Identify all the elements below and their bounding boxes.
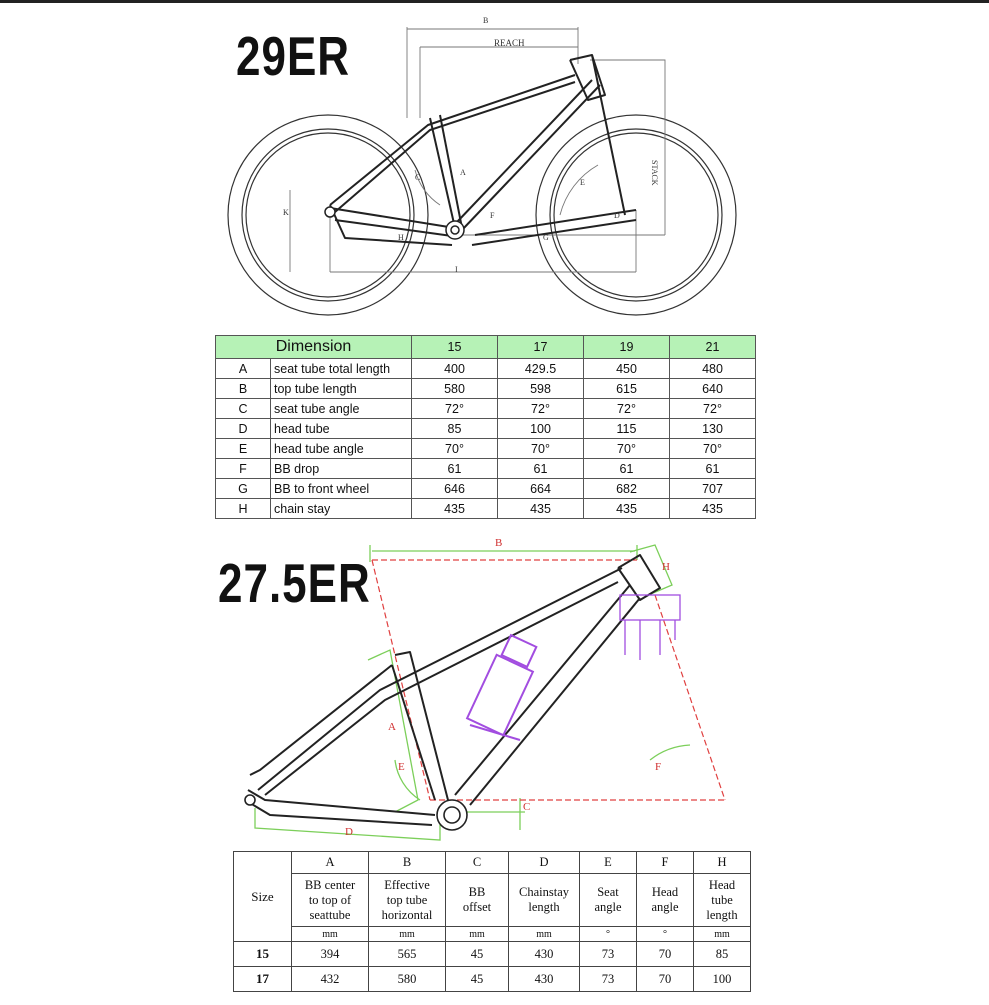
label-stack: STACK [650, 160, 659, 186]
table-row [234, 967, 751, 992]
row-code: B [216, 379, 271, 399]
column-letter-row [234, 852, 751, 874]
row-value: 85 [412, 419, 498, 439]
row-value: 598 [498, 379, 584, 399]
column-unit: mm [292, 927, 369, 942]
column-unit: ° [580, 927, 637, 942]
column-letter: H [694, 852, 751, 874]
geometry-table-29er [215, 335, 756, 519]
row-value: 70 [637, 967, 694, 992]
column-unit: mm [509, 927, 580, 942]
row-value: 45 [446, 942, 509, 967]
frame-29er-diagram [0, 0, 989, 335]
row-size: 15 [234, 942, 292, 967]
table-row [216, 439, 756, 459]
column-letter: A [292, 852, 369, 874]
row-value: 615 [584, 379, 670, 399]
geometry-table-275er [233, 851, 751, 992]
column-description: BB offset [446, 874, 509, 927]
size-header: 19 [584, 336, 670, 359]
label-a: A [460, 168, 466, 177]
row-value: 646 [412, 479, 498, 499]
row-name: BB drop [271, 459, 412, 479]
row-name: head tube [271, 419, 412, 439]
row-value: 45 [446, 967, 509, 992]
heading-275er: 27.5ER [218, 553, 371, 615]
row-value: 100 [498, 419, 584, 439]
table-row [216, 419, 756, 439]
row-value: 61 [584, 459, 670, 479]
label-i: I [455, 265, 458, 274]
row-code: H [216, 499, 271, 519]
row-value: 70° [584, 439, 670, 459]
row-value: 130 [670, 419, 756, 439]
table-row [234, 942, 751, 967]
down-tube [457, 80, 592, 222]
label-e: E [580, 178, 585, 187]
row-value: 70° [670, 439, 756, 459]
head-tube [618, 555, 660, 600]
column-description: Head angle [637, 874, 694, 927]
row-name: BB to front wheel [271, 479, 412, 499]
label-reach: REACH [494, 38, 525, 48]
table-row [216, 459, 756, 479]
column-description: Head tube length [694, 874, 751, 927]
row-value: 72° [584, 399, 670, 419]
label-a: A [388, 721, 396, 733]
row-name: seat tube angle [271, 399, 412, 419]
table-row [216, 479, 756, 499]
row-value: 640 [670, 379, 756, 399]
row-code: G [216, 479, 271, 499]
row-value: 450 [584, 359, 670, 379]
label-b: B [495, 537, 503, 549]
table-row [216, 379, 756, 399]
row-size: 17 [234, 967, 292, 992]
row-name: top tube length [271, 379, 412, 399]
row-value: 61 [412, 459, 498, 479]
column-letter: E [580, 852, 637, 874]
column-letter: D [509, 852, 580, 874]
row-value: 429.5 [498, 359, 584, 379]
row-value: 565 [369, 942, 446, 967]
label-c: C [415, 173, 421, 182]
row-code: F [216, 459, 271, 479]
row-value: 70 [637, 942, 694, 967]
dimension-header: Dimension [216, 336, 412, 359]
row-value: 430 [509, 942, 580, 967]
row-value: 435 [584, 499, 670, 519]
row-code: A [216, 359, 271, 379]
row-value: 70° [412, 439, 498, 459]
table-row [216, 499, 756, 519]
unit-row [234, 927, 751, 942]
column-letter: C [446, 852, 509, 874]
column-unit: mm [446, 927, 509, 942]
row-code: D [216, 419, 271, 439]
label-f: F [490, 211, 495, 220]
table-header-row [216, 336, 756, 359]
table-row [216, 399, 756, 419]
row-value: 115 [584, 419, 670, 439]
label-g: G [543, 233, 549, 242]
row-name: head tube angle [271, 439, 412, 459]
label-h: H [662, 561, 670, 573]
size-header: 15 [412, 336, 498, 359]
row-value: 664 [498, 479, 584, 499]
row-value: 70° [498, 439, 584, 459]
row-value: 707 [670, 479, 756, 499]
seat-tube [395, 652, 448, 800]
size-label: Size [234, 852, 292, 942]
label-b: B [483, 16, 489, 25]
row-name: seat tube total length [271, 359, 412, 379]
row-code: C [216, 399, 271, 419]
row-value: 435 [412, 499, 498, 519]
row-value: 480 [670, 359, 756, 379]
chain-stay [248, 790, 435, 815]
column-unit: ° [637, 927, 694, 942]
down-tube [455, 585, 630, 795]
row-value: 61 [670, 459, 756, 479]
bottom-bracket [437, 800, 467, 830]
water-bottle [467, 655, 533, 735]
row-value: 430 [509, 967, 580, 992]
column-unit: mm [369, 927, 446, 942]
row-value: 435 [670, 499, 756, 519]
column-description: Seat angle [580, 874, 637, 927]
row-value: 100 [694, 967, 751, 992]
row-value: 73 [580, 967, 637, 992]
label-f: F [655, 761, 662, 773]
row-value: 72° [412, 399, 498, 419]
label-e: E [398, 761, 405, 773]
label-d: D [345, 826, 353, 838]
row-value: 432 [292, 967, 369, 992]
label-d: D [614, 211, 620, 220]
row-name: chain stay [271, 499, 412, 519]
row-value: 85 [694, 942, 751, 967]
row-value: 400 [412, 359, 498, 379]
row-value: 72° [670, 399, 756, 419]
column-description-row [234, 874, 751, 927]
table-row [216, 359, 756, 379]
size-header: 17 [498, 336, 584, 359]
chain-stay [330, 208, 455, 228]
row-value: 72° [498, 399, 584, 419]
fork-crown [620, 595, 680, 620]
row-value: 435 [498, 499, 584, 519]
column-description: Chainstay length [509, 874, 580, 927]
label-h: H [398, 233, 404, 242]
heading-29er: 29ER [236, 26, 351, 88]
label-k: K [283, 208, 289, 217]
row-value: 73 [580, 942, 637, 967]
row-value: 580 [412, 379, 498, 399]
row-value: 580 [369, 967, 446, 992]
row-value: 682 [584, 479, 670, 499]
row-value: 61 [498, 459, 584, 479]
column-description: Effective top tube horizontal [369, 874, 446, 927]
row-code: E [216, 439, 271, 459]
column-letter: B [369, 852, 446, 874]
label-c: C [523, 801, 531, 813]
column-letter: F [637, 852, 694, 874]
column-description: BB center to top of seattube [292, 874, 369, 927]
row-value: 394 [292, 942, 369, 967]
size-header: 21 [670, 336, 756, 359]
column-unit: mm [694, 927, 751, 942]
